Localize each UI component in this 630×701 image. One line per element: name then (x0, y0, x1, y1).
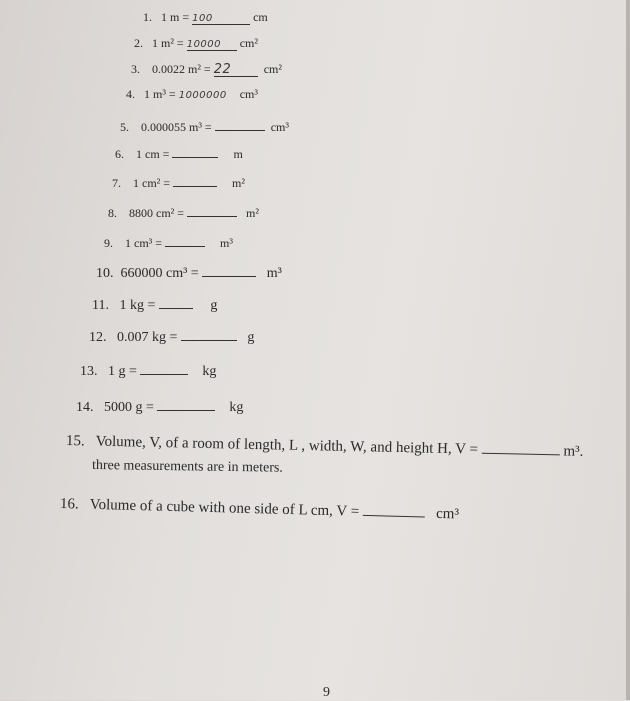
question-16: 16. Volume of a cube with one side of L cm, V = cm³ (59, 496, 460, 523)
question-1: 1. 1 m = 100 cm (143, 10, 268, 24)
answer-field-7[interactable] (173, 172, 217, 187)
question-11: 11. 1 kg = g (92, 294, 217, 314)
question-3: 3. 0.0022 m² = 22 cm² (131, 62, 282, 77)
answer-field-15[interactable] (482, 439, 560, 456)
answer-field-14[interactable] (157, 396, 215, 411)
question-15-continuation: three measurements are in meters. (91, 458, 283, 476)
question-7: 7. 1 cm² = m² (112, 172, 245, 191)
answer-field-10[interactable] (202, 262, 256, 277)
answer-field-6[interactable] (172, 143, 218, 158)
answer-field-16[interactable] (363, 501, 425, 518)
answer-field-12[interactable] (181, 326, 237, 341)
question-14: 14. 5000 g = kg (76, 396, 243, 416)
question-12: 12. 0.007 kg = g (89, 326, 254, 346)
answer-field-9[interactable] (165, 232, 205, 247)
question-15: 15. Volume, V, of a room of length, L , width, W, and height H, V = m³. (65, 433, 584, 460)
question-9: 9. 1 cm³ = m³ (104, 232, 233, 251)
answer-field-13[interactable] (140, 360, 188, 375)
answer-field-3[interactable]: 22 (214, 62, 258, 77)
answer-field-2[interactable]: 10000 (187, 36, 237, 51)
page-number: 9 (323, 685, 330, 700)
answer-field-5[interactable] (215, 116, 265, 131)
answer-field-4[interactable]: 1000000 (178, 90, 227, 101)
answer-field-8[interactable] (187, 202, 237, 217)
question-10: 10. 660000 cm³ = m³ (96, 262, 282, 282)
question-2: 2. 1 m² = 10000 cm² (134, 36, 258, 50)
answer-field-11[interactable] (159, 294, 193, 309)
question-4: 4. 1 m³ = 1000000 cm³ (126, 87, 258, 101)
question-8: 8. 8800 cm² = m² (108, 202, 259, 221)
question-6: 6. 1 cm = m (115, 143, 243, 162)
paper-edge (626, 0, 630, 700)
question-5: 5. 0.000055 m³ = cm³ (120, 116, 289, 135)
answer-field-1[interactable]: 100 (192, 10, 250, 25)
question-13: 13. 1 g = kg (80, 360, 216, 380)
